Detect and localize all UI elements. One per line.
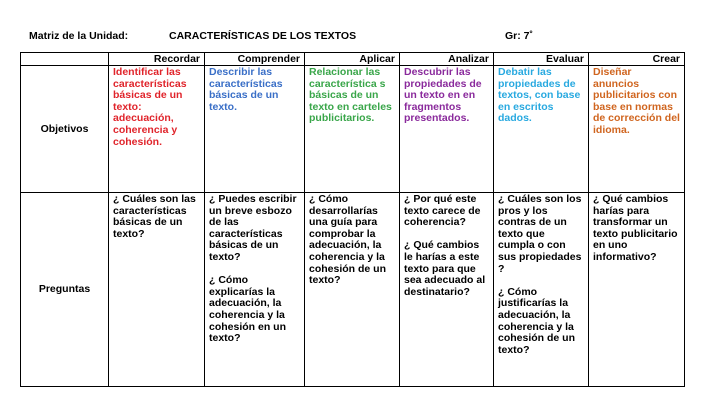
objetivo-crear: Diseñar anuncios publicitarios con base en normas de corrección del idioma. — [589, 66, 685, 193]
grade-label: Gr: 7˚ — [505, 30, 534, 42]
pregunta-evaluar-2: ¿ Cómo justificarías la adecuación, la coherencia y la cohesión de un texto? — [498, 285, 576, 356]
matrix-label: Matriz de la Unidad: — [29, 30, 129, 42]
column-header-analizar: Analizar — [400, 53, 494, 66]
pregunta-evaluar — [494, 193, 589, 387]
preguntas-row-label: Preguntas — [21, 193, 109, 387]
column-header-row — [21, 53, 685, 66]
pregunta-evaluar-1: ¿ Cuáles son los pros y los contras de un texto que cumpla o con sus propiedades ? — [498, 193, 582, 275]
column-header-crear: Crear — [589, 53, 685, 66]
objetivos-row — [21, 66, 685, 193]
column-header-comprender: Comprender — [205, 53, 305, 66]
column-header-aplicar: Aplicar — [305, 53, 400, 66]
pregunta-comprender-2: ¿ Cómo explicarías la adecuación, la coherencia y la cohesión en un texto? — [209, 274, 287, 345]
column-header-evaluar: Evaluar — [494, 53, 589, 66]
objetivo-comprender: Describir las características básicas de un texto. — [205, 66, 305, 193]
objetivo-analizar: Descubrir las propiedades de un texto en en fragmentos presentados. — [400, 66, 494, 193]
pregunta-analizar — [400, 193, 494, 387]
objetivos-row-label: Objetivos — [21, 66, 109, 193]
pregunta-analizar-2: ¿ Qué cambios le harías a este texto para que sea adecuado al destinatario? — [404, 239, 486, 298]
objetivo-evaluar: Debatir las propiedades de textos, con base en escritos dados. — [494, 66, 589, 193]
pregunta-crear — [589, 193, 685, 387]
pregunta-crear-text: ¿ Qué cambios harías para transformar un texto publicitario en uno informativo? — [593, 193, 678, 263]
pregunta-recordar — [109, 193, 205, 387]
objetivo-recordar: Identificar las características básicas de un texto: adecuación, coherencia y cohesión. — [109, 66, 205, 193]
corner-cell — [21, 53, 109, 66]
pregunta-aplicar — [305, 193, 400, 387]
pregunta-recordar-text: ¿ Cuáles son las características básicas de un texto? — [113, 193, 196, 240]
pregunta-comprender-1: ¿ Puedes escribir un breve esbozo de las características básicas de un texto? — [209, 193, 297, 263]
pregunta-aplicar-text: ¿ Cómo desarrollarías una guía para comprobar la adecuación, la coherencia y la cohesión de un texto? — [309, 193, 387, 287]
column-header-recordar: Recordar — [109, 53, 205, 66]
pregunta-comprender — [205, 193, 305, 387]
preguntas-row — [21, 193, 685, 387]
pregunta-analizar-1: ¿ Por qué este texto carece de coherencia? — [404, 193, 481, 229]
unit-title: CARACTERÍSTICAS DE LOS TEXTOS — [169, 30, 357, 42]
objetivo-aplicar: Relacionar las característica s básicas de un texto en carteles publicitarios. — [305, 66, 400, 193]
unit-matrix-table — [20, 52, 685, 387]
